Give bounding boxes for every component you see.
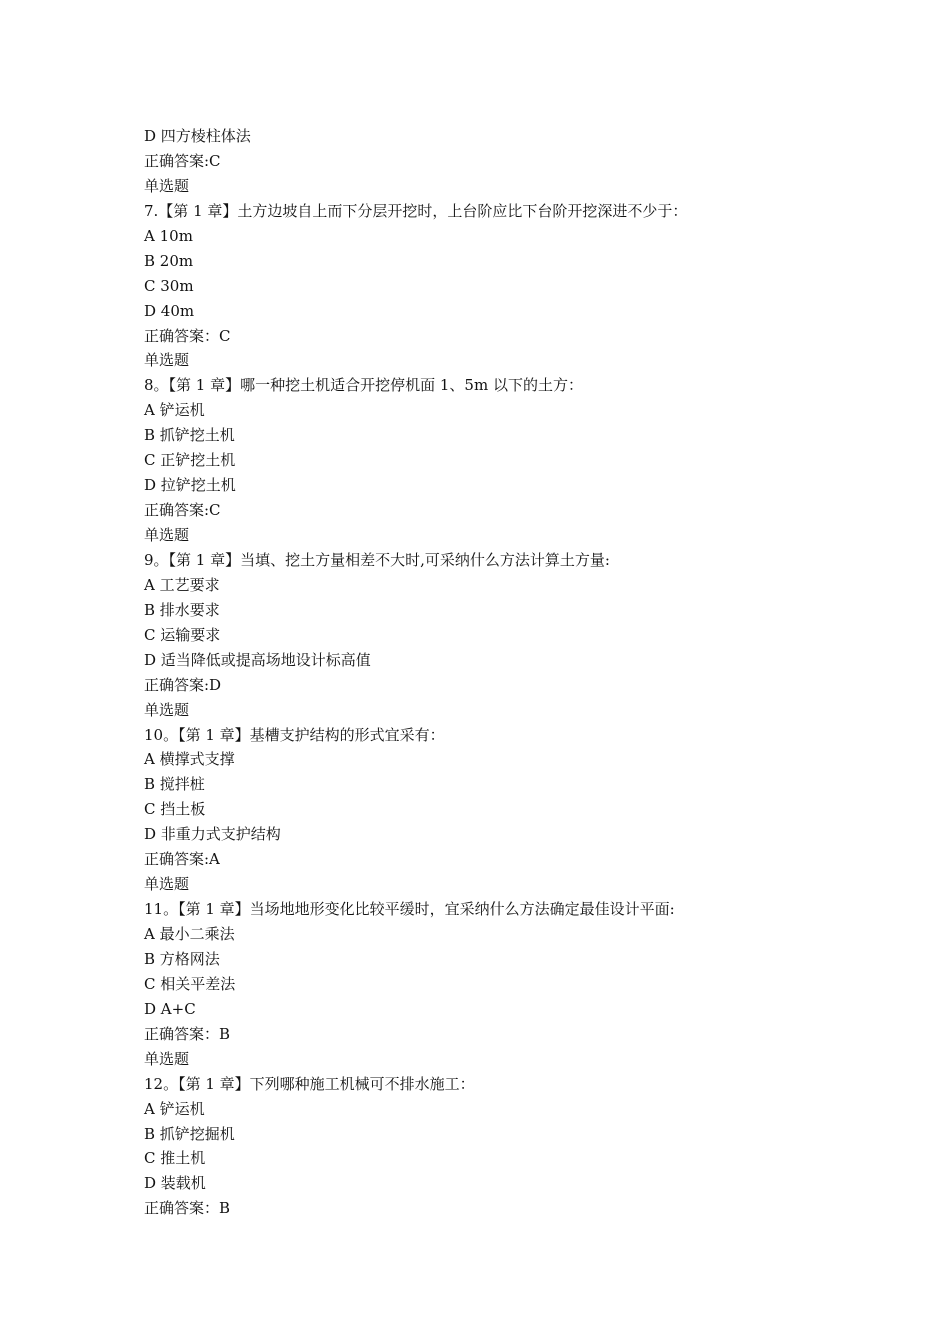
document-line: 正确答案:D <box>144 675 222 694</box>
document-line: C 30m <box>144 276 194 295</box>
document-line: C 挡土板 <box>144 800 206 819</box>
document-line: 正确答案：B <box>144 1024 231 1043</box>
document-line: 单选题 <box>144 526 190 544</box>
document-line: D 拉铲挖土机 <box>144 476 236 495</box>
document-line: 11。【第 1 章】当场地地形变化比较平缓时，宜采纳什么方法确定最佳设计平面: <box>144 900 675 919</box>
document-line: 9。【第 1 章】当填、挖土方量相差不大时,可采纳什么方法计算土方量: <box>144 550 610 569</box>
document-line: A 横撑式支撑 <box>144 750 235 769</box>
document-line: B 搅拌桩 <box>144 775 205 794</box>
document-line: C 正铲挖土机 <box>144 451 236 470</box>
document-line: B 排水要求 <box>144 600 220 619</box>
document-line: B 方格网法 <box>144 949 220 968</box>
document-line: A 工艺要求 <box>144 575 220 594</box>
document-line: D 非重力式支护结构 <box>144 825 281 844</box>
document-line: D 适当降低或提高场地设计标高值 <box>144 650 371 669</box>
document-line: B 抓铲挖土机 <box>144 426 235 445</box>
document-line: D 四方棱柱体法 <box>144 127 251 145</box>
document-line: A 铲运机 <box>144 401 205 420</box>
document-line: 8。【第 1 章】哪一种挖土机适合开挖停机面 1、5m 以下的土方： <box>144 376 583 395</box>
document-line: D A+C <box>144 999 196 1018</box>
document-line: 单选题 <box>144 1049 190 1068</box>
document-line: D 40m <box>144 301 195 320</box>
document-line: 单选题 <box>144 176 190 195</box>
document-line: 正确答案:C <box>144 501 221 520</box>
document-line: 单选题 <box>144 700 190 719</box>
document-line: 正确答案:A <box>144 850 220 869</box>
document-line: C 运输要求 <box>144 625 221 644</box>
document-line: 正确答案：B <box>144 1199 231 1218</box>
document-line: 单选题 <box>144 351 190 370</box>
document-line: D 装载机 <box>144 1174 206 1193</box>
document-line: A 10m <box>144 226 193 245</box>
document-line: B 20m <box>144 251 194 270</box>
document-line: A 最小二乘法 <box>144 925 235 943</box>
document-line: C 推土机 <box>144 1149 206 1168</box>
document-line: 单选题 <box>144 875 190 894</box>
document-line: C 相关平差法 <box>144 974 236 993</box>
document-line: B 抓铲挖掘机 <box>144 1124 235 1143</box>
document-line: A 铲运机 <box>144 1099 205 1118</box>
document-line: 7.【第 1 章】土方边坡自上而下分层开挖时，上台阶应比下台阶开挖深进不少于： <box>144 201 688 220</box>
document-line: 10。【第 1 章】基槽支护结构的形式宜采有： <box>144 725 445 744</box>
document-line: 正确答案:C <box>144 151 221 170</box>
question-text-block <box>144 124 794 1221</box>
document-line: 12。【第 1 章】下列哪种施工机械可不排水施工： <box>144 1074 475 1093</box>
document-line: 正确答案：C <box>144 326 231 345</box>
